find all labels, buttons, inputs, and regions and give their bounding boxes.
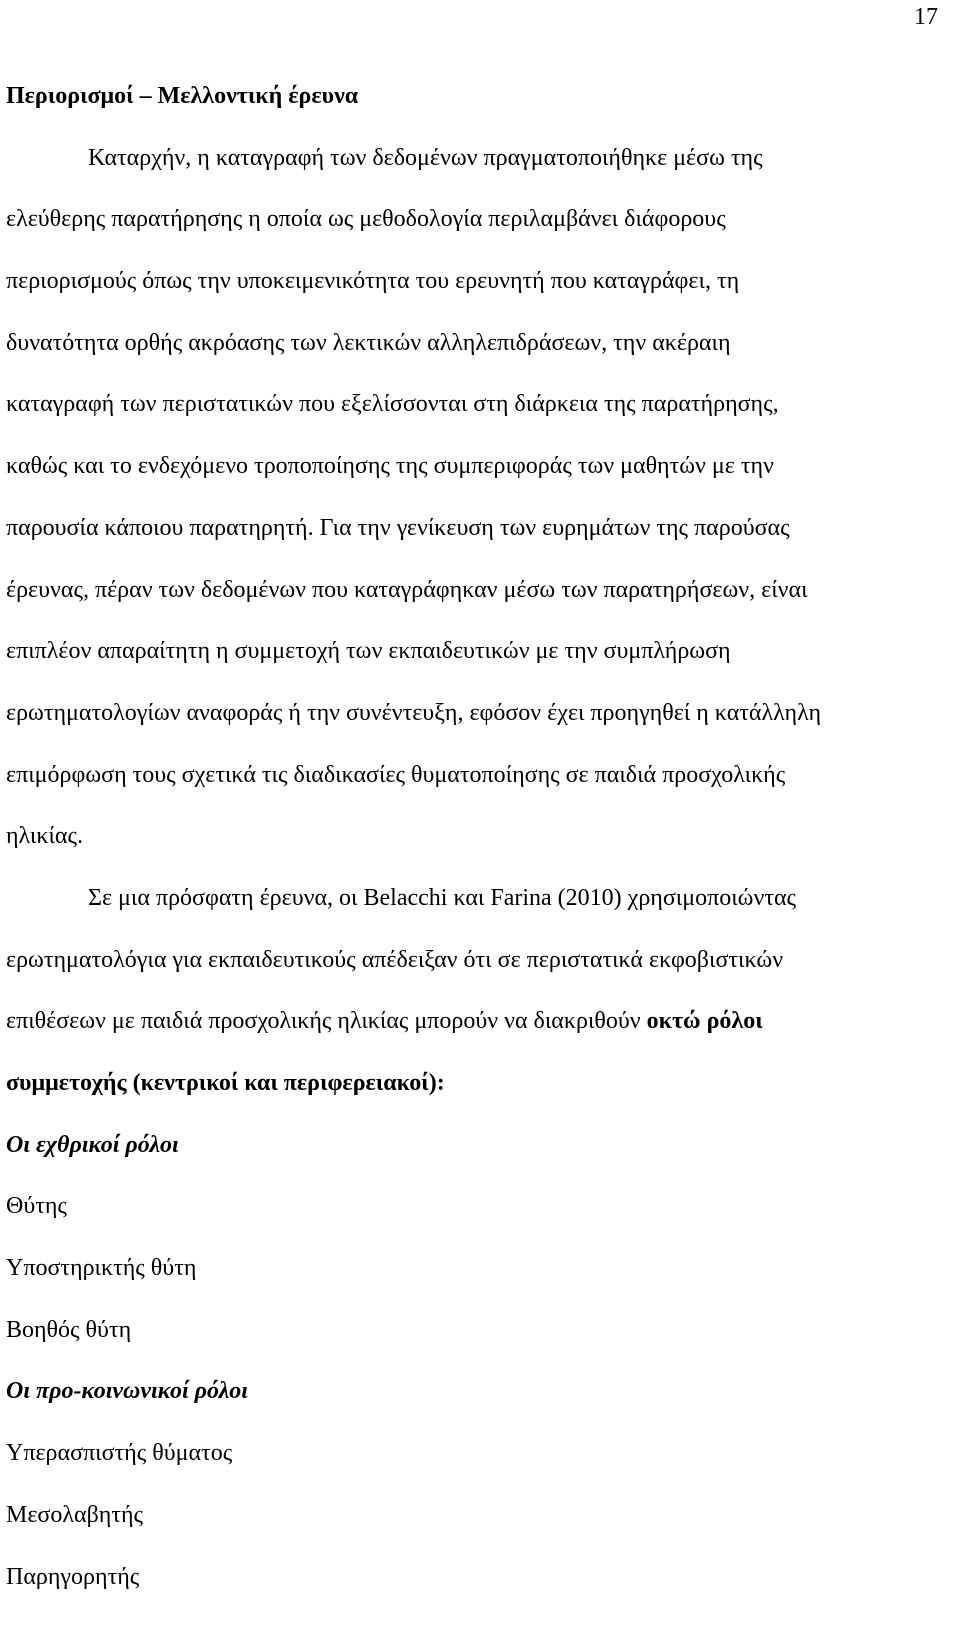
role-item: Μεσολαβητής [6,1501,144,1528]
role-item: Υποστηρικτής θύτη [6,1255,197,1282]
roles-group-title: Οι εχθρικοί ρόλοι [6,1131,179,1158]
role-item: Παρηγορητής [6,1563,140,1590]
paragraph-line: ερωτηματολόγια για εκπαιδευτικούς απέδειξαν ότι σε περιστατικά εκφοβιστικών [6,946,784,973]
roles-group-title: Οι προ-κοινωνικοί ρόλοι [6,1378,248,1405]
paragraph-line: έρευνας, πέραν των δεδομένων που καταγράφηκαν μέσω των παρατηρήσεων, είναι [6,576,808,603]
document-body [6,66,954,1608]
paragraph-line: ελεύθερης παρατήρησης η οποία ως μεθοδολογία περιλαμβάνει διάφορους [6,206,726,233]
paragraph-line: επιμόρφωση τους σχετικά τις διαδικασίες θυματοποίησης σε παιδιά προσχολικής [6,761,786,788]
paragraph-line: δυνατότητα ορθής ακρόασης των λεκτικών αλληλεπιδράσεων, την ακέραιη [6,329,731,356]
page-number: 17 [914,4,938,30]
section-heading: Περιορισμοί – Μελλοντική έρευνα [6,83,359,109]
paragraph-line: περιορισμούς όπως την υποκειμενικότητα του ερευνητή που καταγράφει, τη [6,268,740,295]
paragraph-line [6,991,954,1053]
paragraph-line: επιπλέον απαραίτητη η συμμετοχή των εκπαιδευτικών με την συμπλήρωση [6,638,731,665]
emphasis-line: συμμετοχής (κεντρικοί και περιφερειακοί): [6,1070,445,1096]
paragraph-line: καθώς και το ενδεχόμενο τροποποίησης της συμπεριφοράς των μαθητών με την [6,453,774,480]
emphasis-text: οκτώ ρόλοι [646,1008,763,1035]
paragraph-text: επιθέσεων με παιδιά προσχολικής ηλικίας μπορούν να διακριθούν [6,1008,647,1035]
paragraph-line: καταγραφή των περιστατικών που εξελίσσονται στη διάρκεια της παρατήρησης, [6,391,779,418]
paragraph-line: ερωτηματολογίων αναφοράς ή την συνέντευξη, εφόσον έχει προηγηθεί η κατάλληλη [6,699,822,726]
role-item: Υπερασπιστής θύματος [6,1440,233,1467]
role-item: Βοηθός θύτη [6,1316,132,1343]
paragraph-line: Σε μια πρόσφατη έρευνα, οι Belacchi και Farina (2010) χρησιμοποιώντας [88,884,797,911]
role-item: Θύτης [6,1193,67,1220]
paragraph-line: παρουσία κάποιου παρατηρητή. Για την γενίκευση των ευρημάτων της παρούσας [6,514,790,541]
paragraph-line: ηλικίας. [6,823,83,850]
paragraph-line: Καταρχήν, η καταγραφή των δεδομένων πραγματοποιήθηκε μέσω της [88,144,763,171]
